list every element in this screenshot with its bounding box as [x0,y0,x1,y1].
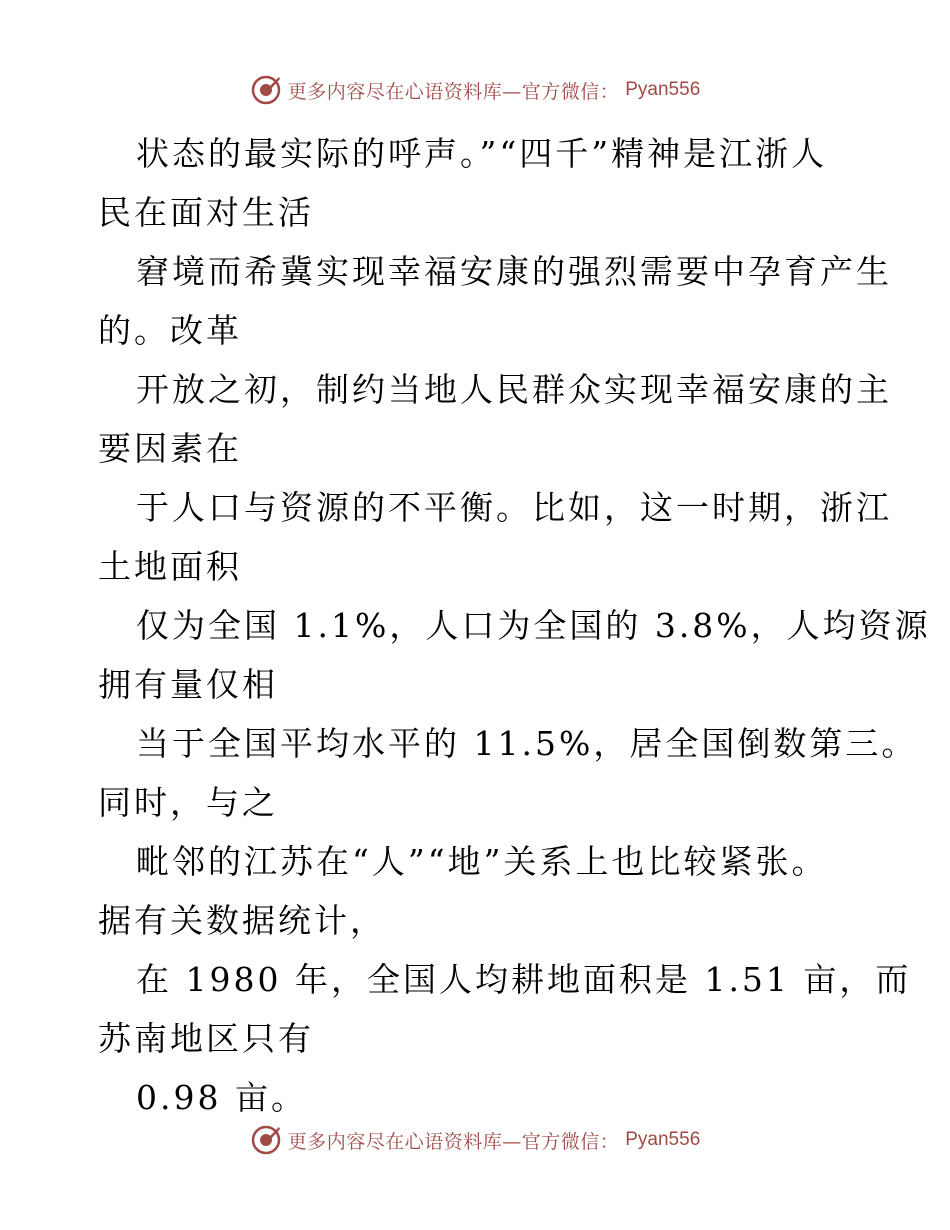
body-line: 拥有量仅相 [98,665,278,704]
header-banner-text: 更多内容尽在心语资料库—官方微信： [287,80,620,103]
body-line: 民在面对生活 [98,193,314,232]
document-body [98,124,931,1127]
body-line: 苏南地区只有 [98,1019,314,1058]
body-line: 同时，与之 [98,783,278,822]
body-line: 的。改革 [98,311,242,350]
body-line: 土地面积 [98,547,242,586]
body-line: 毗邻的江苏在“人”“地”关系上也比较紧张。 [136,842,828,881]
body-line: 当于全国平均水平的 11.5%，居全国倒数第三。 [136,724,918,763]
body-line: 窘境而希冀实现幸福安康的强烈需要中孕育产生 [136,252,892,291]
body-line: 开放之初，制约当地人民群众实现幸福安康的主 [136,370,892,409]
body-line: 于人口与资源的不平衡。比如，这一时期，浙江 [136,488,892,527]
body-line: 0.98 亩。 [136,1078,307,1117]
body-line: 据有关数据统计， [98,901,386,940]
quill-seal-icon [250,74,282,106]
body-line: 在 1980 年，全国人均耕地面积是 1.51 亩，而 [136,960,912,999]
body-line: 要因素在 [98,429,242,468]
header-watermark-banner [0,70,950,110]
quill-seal-icon [250,1124,282,1156]
body-line: 仅为全国 1.1%，人口为全国的 3.8%，人均资源 [136,606,931,645]
footer-banner-contact: Pyan556 [625,1129,701,1150]
body-line: 状态的最实际的呼声。”“四千”精神是江浙人 [136,134,828,173]
footer-watermark-banner [0,1120,950,1160]
header-banner-contact: Pyan556 [625,79,701,100]
footer-banner-text: 更多内容尽在心语资料库—官方微信： [287,1130,620,1153]
